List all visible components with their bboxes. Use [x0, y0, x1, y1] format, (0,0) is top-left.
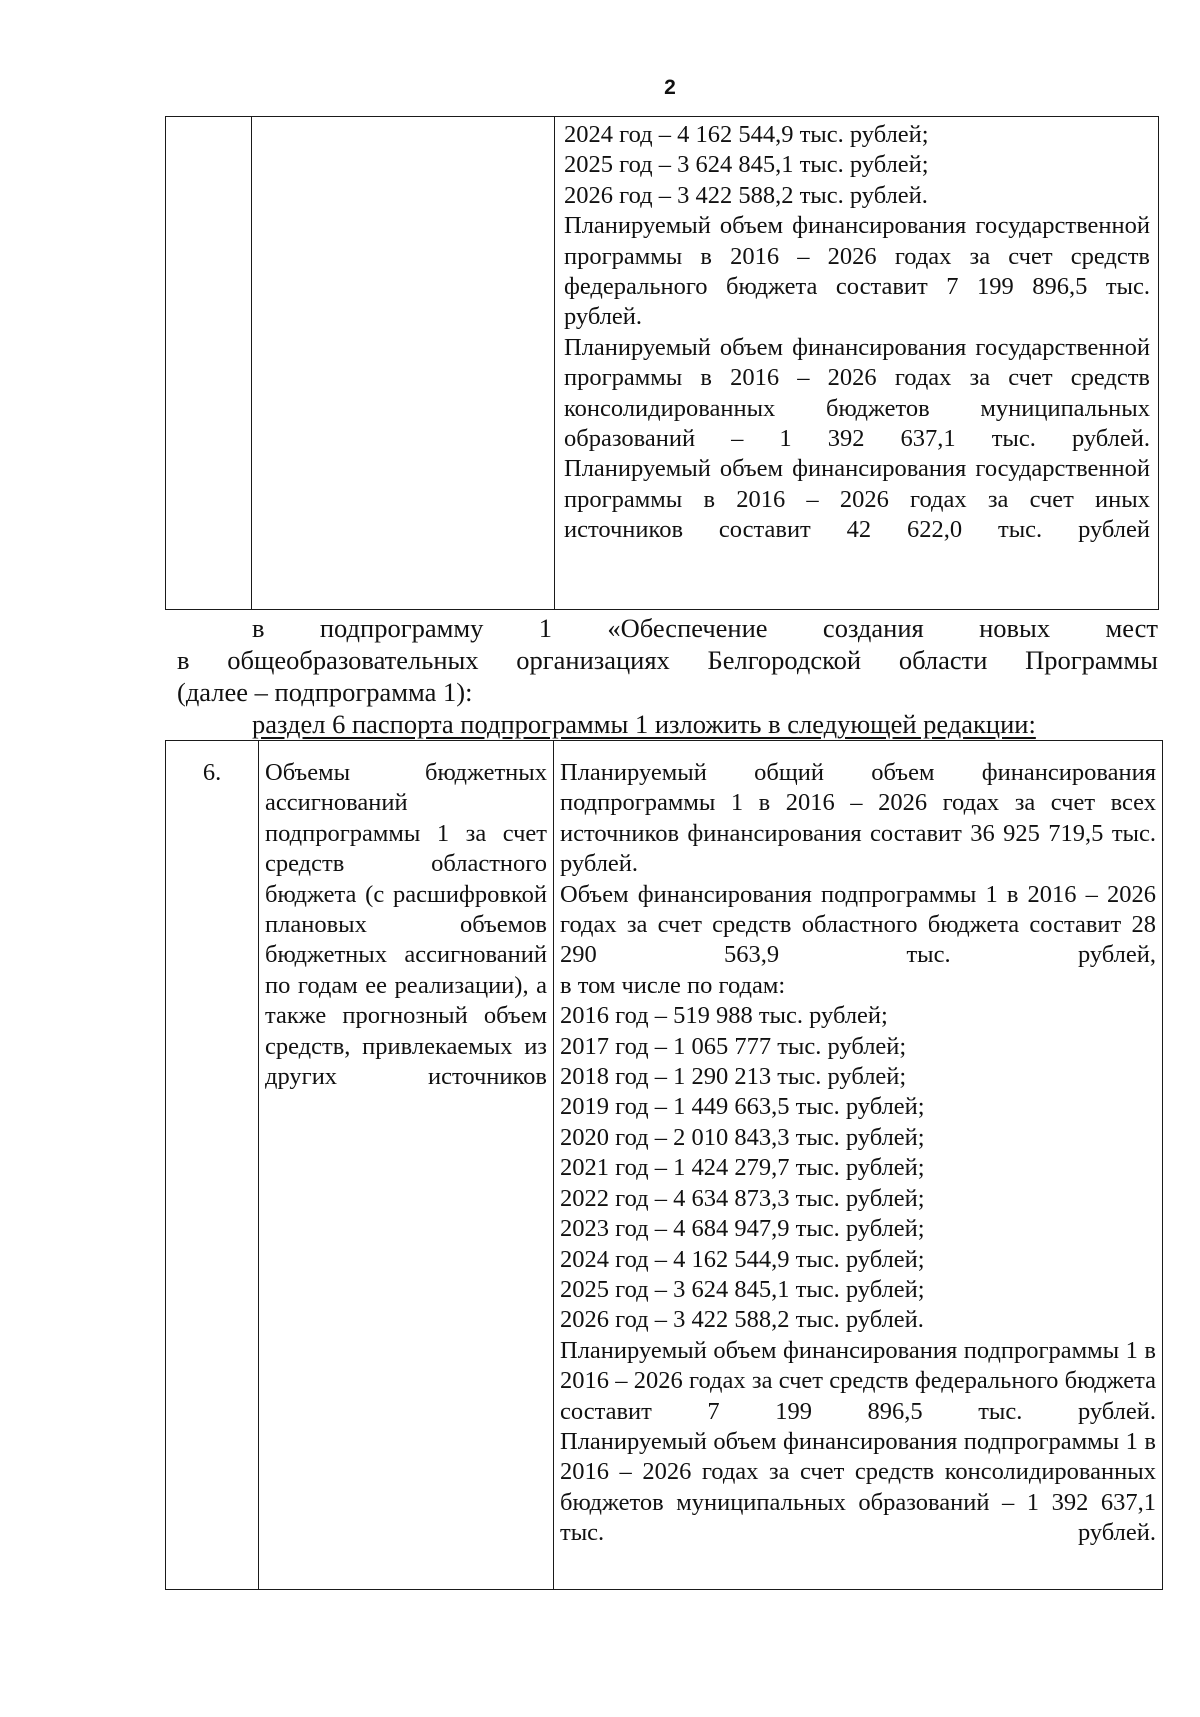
year-line: 2020 год – 2 010 843,3 тыс. рублей; — [560, 1123, 925, 1151]
regional-funding-tail: в том числе по годам: — [560, 971, 786, 999]
year-line: 2016 год – 519 988 тыс. рублей; — [560, 1002, 888, 1030]
amendment-line: (далее – подпрограмма 1): — [177, 677, 473, 707]
federal-funding-paragraph: Планируемый объем финансирования подпрограммы 1 в 2016 – 2026 годах за счет средств федерального бюджета составит 7 199 896,5 тыс. рублей. — [560, 1336, 1156, 1425]
row-number: 6. — [166, 741, 259, 1590]
funding-details-cell — [554, 741, 1163, 1590]
subprogram-passport-table — [165, 740, 1163, 1590]
page-number: 2 — [664, 76, 676, 99]
other-sources-paragraph: Планируемый объем финансирования государственной программы в 2016 – 2026 годах за счет иных источников составит 42 622,0 тыс. рублей — [564, 455, 1150, 544]
year-line: 2017 год – 1 065 777 тыс. рублей; — [560, 1032, 907, 1060]
funding-details-cell — [555, 117, 1159, 610]
year-line: 2025 год – 3 624 845,1 тыс. рублей; — [564, 151, 929, 179]
regional-funding-paragraph: Объем финансирования подпрограммы 1 в 2016 – 2026 годах за счет средств областного бюджета составит 28 290 563,9 тыс. рублей, — [560, 880, 1156, 969]
funding-table-continuation — [165, 116, 1159, 610]
year-line: 2021 год – 1 424 279,7 тыс. рублей; — [560, 1154, 925, 1182]
year-line: 2026 год – 3 422 588,2 тыс. рублей. — [560, 1306, 924, 1334]
year-line: 2022 год – 4 634 873,3 тыс. рублей; — [560, 1184, 925, 1212]
total-funding-paragraph: Планируемый общий объем финансирования подпрограммы 1 в 2016 – 2026 годах за счет всех источников финансирования составит 36 925 719,5 тыс. рублей. — [560, 759, 1156, 878]
year-line: 2023 год – 4 684 947,9 тыс. рублей; — [560, 1215, 925, 1243]
year-line: 2018 год – 1 290 213 тыс. рублей; — [560, 1063, 907, 1091]
year-line: 2019 год – 1 449 663,5 тыс. рублей; — [560, 1093, 925, 1121]
year-line: 2024 год – 4 162 544,9 тыс. рублей; — [560, 1245, 925, 1273]
section-instruction: раздел 6 паспорта подпрограммы 1 изложить в следующей редакции: — [252, 709, 1036, 739]
amendment-paragraph — [177, 612, 1158, 708]
row-description: Объемы бюджетных ассигнований подпрограммы 1 за счет средств областного бюджета (с расшифровкой плановых объемов бюджетных ассигнований по годам ее реализации), а также прогнозный объем средств, привлекаемых из других источников — [259, 741, 554, 1590]
year-line: 2025 год – 3 624 845,1 тыс. рублей; — [560, 1275, 925, 1303]
number-cell — [166, 117, 252, 610]
amendment-line: в подпрограмму 1 «Обеспечение создания новых мест — [252, 613, 1158, 643]
description-cell — [252, 117, 555, 610]
federal-funding-paragraph: Планируемый объем финансирования государственной программы в 2016 – 2026 годах за счет средств федерального бюджета составит 7 199 896,5 тыс. рублей. — [564, 212, 1150, 331]
year-line: 2024 год – 4 162 544,9 тыс. рублей; — [564, 121, 929, 148]
municipal-funding-paragraph: Планируемый объем финансирования подпрограммы 1 в 2016 – 2026 годах за счет средств консолидированных бюджетов муниципальных образований – 1 392 637,1 тыс. рублей. — [560, 1427, 1156, 1547]
municipal-funding-paragraph: Планируемый объем финансирования государственной программы в 2016 – 2026 годах за счет средств консолидированных бюджетов муниципальных образований – 1 392 637,1 тыс. рублей. — [564, 333, 1150, 453]
amendment-line: в общеобразовательных организациях Белгородской области Программы — [177, 645, 1158, 675]
year-line: 2026 год – 3 422 588,2 тыс. рублей. — [564, 181, 928, 209]
